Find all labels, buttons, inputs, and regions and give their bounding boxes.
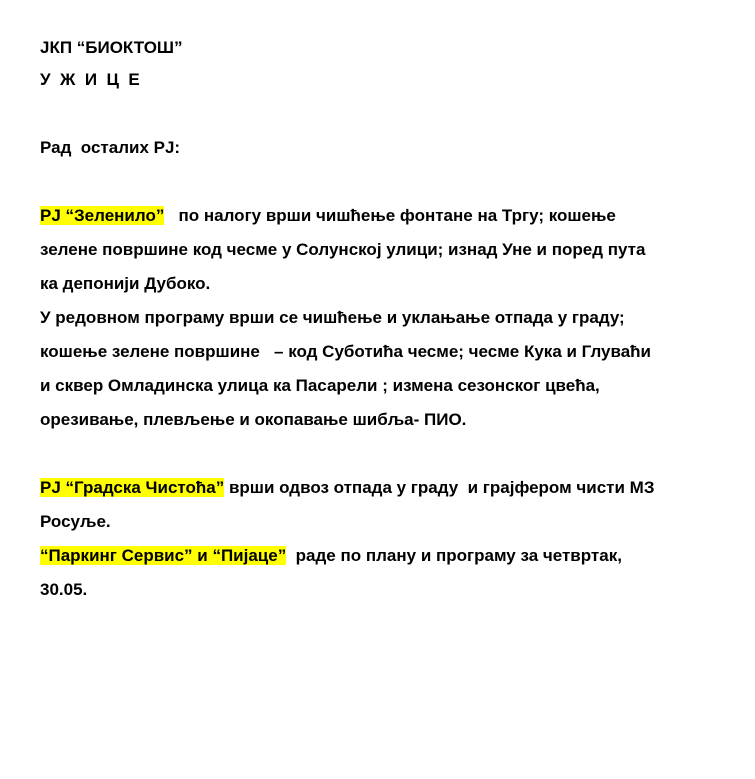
zelenilo-line-1-text: по налогу врши чишћење фонтане на Тргу; кошење bbox=[164, 206, 616, 225]
zelenilo-line-4: У редовном програму врши се чишћење и уклањање отпада у граду; bbox=[40, 308, 625, 327]
zelenilo-line-6: и сквер Омладинска улица ка Пасарели ; измена сезонског цвећа, bbox=[40, 376, 600, 395]
cistoca-line-1 bbox=[40, 478, 654, 498]
cistoca-line-2: Росуље. bbox=[40, 512, 111, 531]
section-title: Рад осталих РЈ: bbox=[40, 138, 181, 157]
company-name: ЈКП “БИОКТОШ” bbox=[40, 38, 183, 57]
parking-line-1 bbox=[40, 546, 622, 566]
cistoca-line-1-text: врши одвоз отпада у граду и грајфером чисти МЗ bbox=[224, 478, 655, 497]
zelenilo-line-5: кошење зелене површине – код Суботића чесме; чесме Кука и Глуваћи bbox=[40, 342, 652, 361]
zelenilo-line-2: зелене површине код чесме у Солунској улици; изнад Уне и поред пута bbox=[40, 240, 646, 259]
parking-line-2: 30.05. bbox=[40, 580, 88, 599]
zelenilo-unit-highlight: РЈ “Зеленило” bbox=[40, 206, 165, 225]
parking-unit-highlight: “Паркинг Сервис” и “Пијаце” bbox=[40, 546, 287, 565]
zelenilo-line-3: ка депонији Дубоко. bbox=[40, 274, 211, 293]
parking-line-1-text: раде по плану и програму за четвртак, bbox=[286, 546, 622, 565]
cistoca-unit-highlight: РЈ “Градска Чистоћа” bbox=[40, 478, 225, 497]
zelenilo-line-7: орезивање, плевљење и окопавање шибља- ПИО. bbox=[40, 410, 467, 429]
zelenilo-line-1 bbox=[40, 206, 616, 226]
city-name: У Ж И Ц Е bbox=[40, 70, 140, 89]
